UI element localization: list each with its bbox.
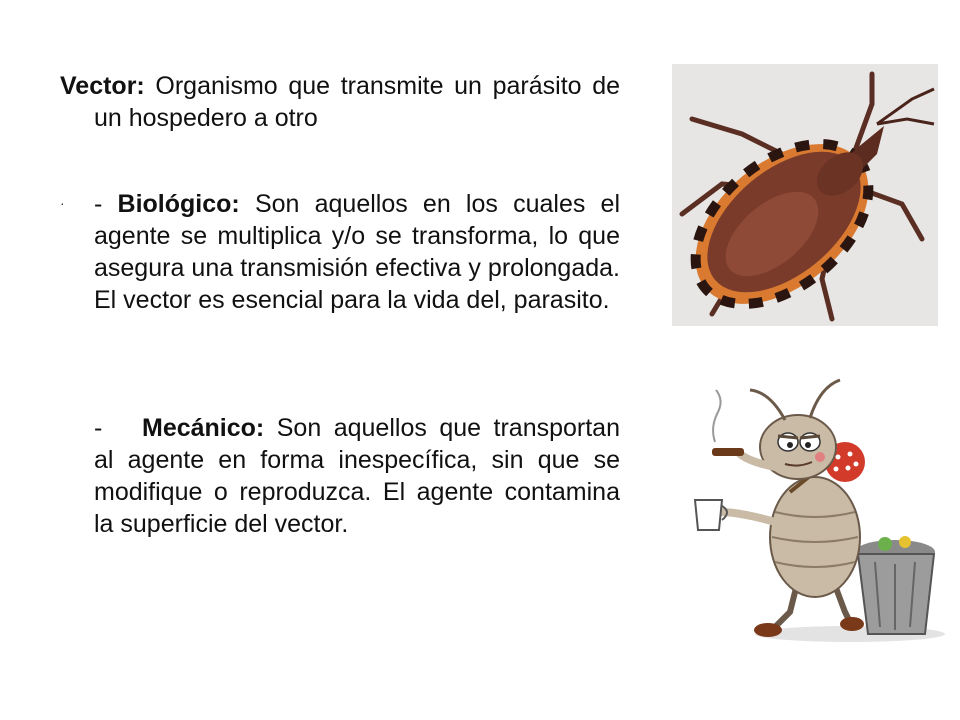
mecanico-text: Son aquellos que transportan al agente en forma inespecífica, sin que se modifique o reproduzca. El agente contamina la superficie del vector. <box>94 414 620 538</box>
mecanico-prefix: - <box>94 414 103 442</box>
text-content <box>60 70 620 538</box>
vector-text: Organismo que transmite un parásito de un hospedero a otro <box>94 72 620 132</box>
mecanico-label: Mecánico: <box>142 414 265 442</box>
mecanico-paragraph <box>94 412 620 540</box>
biologico-text: Son aquellos en los cuales el agente se multiplica y/o se transforma, lo que asegura una transmisión efectiva y prolongada. El vector es esencial para la vida del, parasito. <box>94 190 620 314</box>
kissing-bug-photo <box>672 64 938 326</box>
biologico-prefix: - <box>94 190 118 218</box>
vector-definition <box>60 70 620 134</box>
biologico-paragraph <box>94 188 620 316</box>
kissing-bug-illustration <box>672 64 938 326</box>
bullet-dot: · <box>60 195 65 211</box>
biologico-label: Biológico: <box>117 190 240 218</box>
vector-label: Vector: <box>60 72 145 100</box>
cockroach-illustration <box>680 372 950 647</box>
cockroach-cartoon <box>680 372 950 647</box>
